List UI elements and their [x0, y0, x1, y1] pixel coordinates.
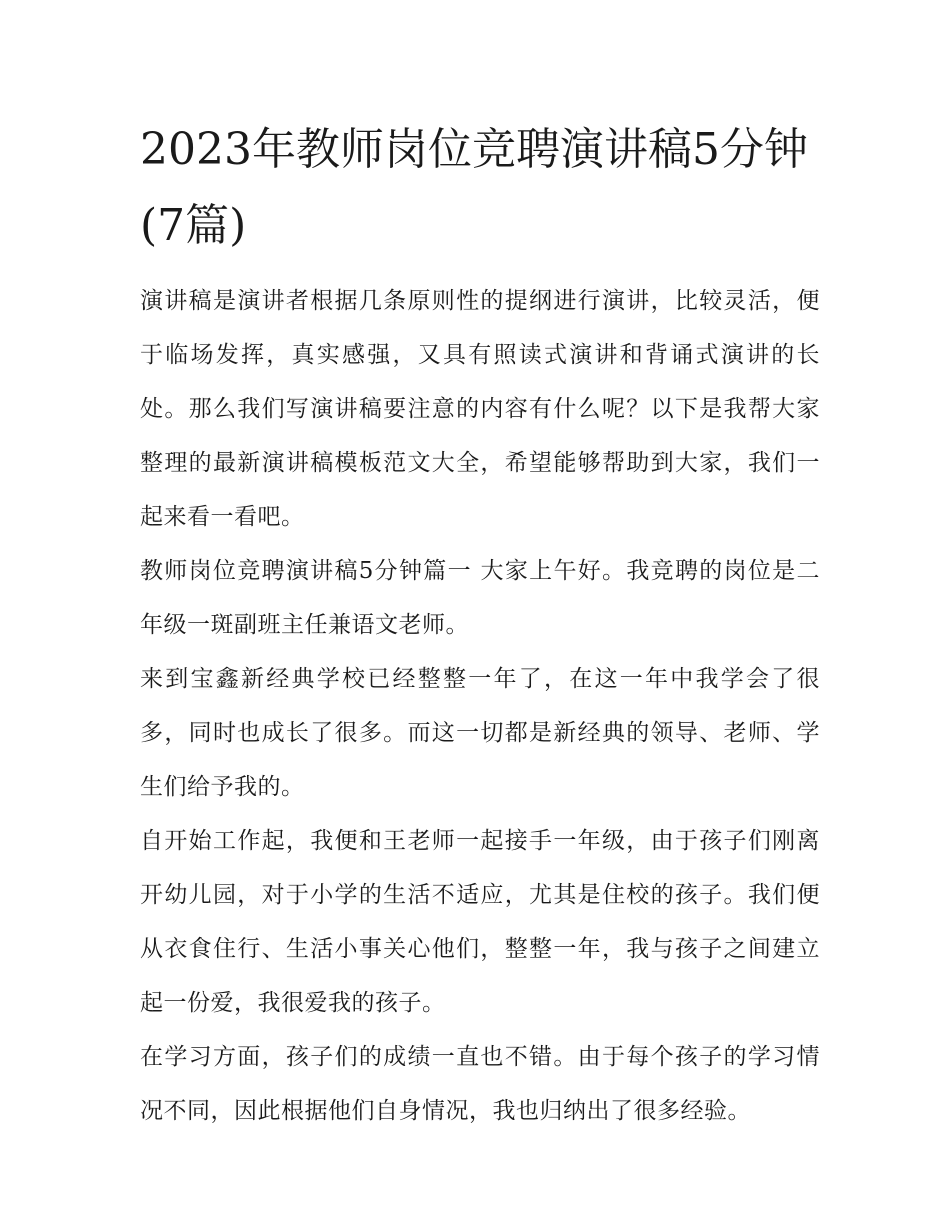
paragraph-4: 在学习方面，孩子们的成绩一直也不错。由于每个孩子的学习情况不同，因此根据他们自身情况，我也归纳出了很多经验。 [140, 1044, 820, 1124]
document-title: 2023年教师岗位竞聘演讲稿5分钟(7篇) [140, 124, 808, 251]
document-page [140, 112, 820, 1138]
paragraph-3: 自开始工作起，我便和王老师一起接手一年级，由于孩子们刚离开幼儿园，对于小学的生活不适应，尤其是住校的孩子。我们便从衣食住行、生活小事关心他们，整整一年，我与孩子之间建立起一份爱，我很爱我的孩子。 [140, 828, 820, 1016]
paragraph-1: 教师岗位竞聘演讲稿5分钟篇一 大家上午好。我竞聘的岗位是二年级一斑副班主任兼语文老师。 [140, 558, 820, 638]
paragraph-intro: 演讲稿是演讲者根据几条原则性的提纲进行演讲，比较灵活，便于临场发挥，真实感强，又具有照读式演讲和背诵式演讲的长处。那么我们写演讲稿要注意的内容有什么呢？以下是我帮大家整理的最新演讲稿模板范文大全，希望能够帮助到大家，我们一起来看一看吧。 [140, 288, 820, 530]
paragraph-2: 来到宝鑫新经典学校已经整整一年了，在这一年中我学会了很多，同时也成长了很多。而这一切都是新经典的领导、老师、学生们给予我的。 [140, 666, 820, 800]
